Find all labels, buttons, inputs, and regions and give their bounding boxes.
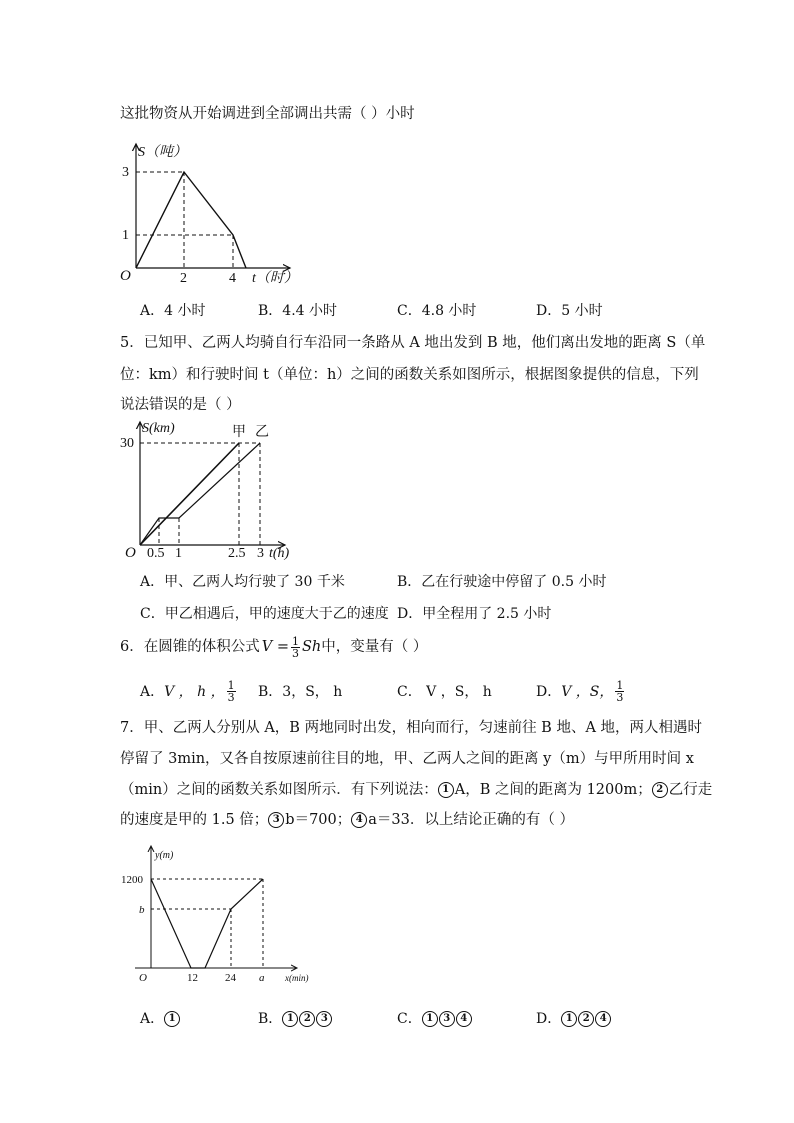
- q4-xlabel: t（时）: [252, 271, 298, 286]
- q6-formula-right: Sh: [301, 639, 322, 655]
- q7-line4: [120, 810, 574, 830]
- q7-xtick-24: 24: [225, 972, 236, 984]
- q7-line3-a: （min）之间的函数关系如图所示．有下列说法：: [120, 782, 438, 798]
- q4-xtick-2: 2: [180, 271, 187, 286]
- q7-option-a-label: A．: [140, 1011, 165, 1027]
- q5-xlabel: t(h): [269, 546, 290, 561]
- q5-line2: 位：km）和行驶时间 t（单位：h）之间的函数关系如图所示，根据图象提供的信息，下列: [120, 367, 699, 383]
- q4-option-a[interactable]: A．4 小时: [140, 303, 206, 319]
- q6-formula-den: 3: [291, 646, 299, 660]
- q7-option-c-c4: 4: [456, 1011, 472, 1027]
- q5-xtick-25: 2.5: [228, 546, 246, 561]
- q5-xtick-3: 3: [257, 546, 264, 561]
- q7-ytick-1200: 1200: [121, 874, 143, 886]
- q5-graph: [115, 418, 300, 564]
- q4-option-d[interactable]: D．5 小时: [536, 303, 603, 319]
- q4-xtick-4: 4: [229, 271, 236, 286]
- q6-option-a-label: A．: [140, 684, 165, 700]
- q6-option-d-fraction: [615, 680, 624, 703]
- q7-line4-a: 的速度是甲的 1.5 倍；: [120, 812, 269, 828]
- q4-ytick-3: 3: [122, 165, 129, 180]
- q7-circle-3: 3: [268, 812, 284, 828]
- q5-line1: 5．已知甲、乙两人均骑自行车沿同一条路从 A 地出发到 B 地，他们离出发地的距离 S（单: [120, 335, 706, 351]
- q7-option-c-label: C．: [397, 1011, 422, 1027]
- q7-line4-b: b＝700；: [285, 812, 352, 828]
- q6-formula-fraction: [291, 636, 300, 659]
- q5-label-yi: 乙: [255, 425, 269, 440]
- q6-option-a-text: V ， h ，: [164, 684, 225, 700]
- q5-xtick-05: 0.5: [147, 546, 165, 561]
- q7-option-b-label: B．: [258, 1011, 283, 1027]
- q6-option-d-num: 1: [616, 678, 624, 692]
- q7-option-d-label: D．: [536, 1011, 562, 1027]
- q6-option-c[interactable]: C． V ，S， h: [397, 684, 492, 700]
- q5-ylabel: S(km): [142, 421, 175, 436]
- q7-option-b[interactable]: [258, 1008, 333, 1028]
- q6-option-d[interactable]: [536, 674, 626, 708]
- q7-line3-c: 乙行走: [668, 782, 713, 798]
- q7-option-c-c1: 1: [422, 1011, 438, 1027]
- q6-formula-num: 1: [291, 634, 299, 648]
- q7-line3: [120, 780, 712, 800]
- q7-line4-c: a＝33．以上结论正确的有（ ）: [368, 812, 574, 828]
- q7-curve: [151, 879, 263, 968]
- q7-circle-4: 4: [351, 812, 367, 828]
- q7-option-d-c4: 4: [595, 1011, 611, 1027]
- q6-option-a-num: 1: [227, 678, 235, 692]
- q6-suffix: 中，变量有（ ）: [321, 639, 428, 655]
- q6-option-a[interactable]: [140, 674, 238, 708]
- q4-option-c[interactable]: C．4.8 小时: [397, 303, 477, 319]
- q6-option-a-fraction: [227, 680, 236, 703]
- q6-option-d-text: V ，S，: [561, 684, 614, 700]
- q5-line3: 说法错误的是（ ）: [120, 397, 241, 413]
- q4-curve: [136, 172, 246, 268]
- q6-option-d-den: 3: [616, 690, 624, 704]
- q7-option-d-c1: 1: [561, 1011, 577, 1027]
- q7-origin: O: [139, 972, 147, 984]
- q5-label-jia: 甲: [232, 425, 246, 440]
- q7-xtick-a: a: [259, 972, 265, 984]
- q4-graph: [110, 138, 310, 286]
- q7-option-a-c1: 1: [164, 1011, 180, 1027]
- q6-prefix: 6．在圆锥的体积公式: [120, 639, 260, 655]
- q7-line3-b: A，B 之间的距离为 1200m；: [454, 782, 652, 798]
- q7-line1: 7．甲、乙两人分别从 A，B 两地同时出发，相向而行，匀速前往 B 地、A 地，两人相遇时: [120, 720, 703, 736]
- q6-stem: [120, 630, 427, 664]
- q7-xtick-12: 12: [187, 972, 198, 984]
- q7-line2: 停留了 3min，又各自按原速前往目的地，甲、乙两人之间的距离 y（m）与甲所用时间 x: [120, 751, 694, 767]
- q5-option-d[interactable]: D．甲全程用了 2.5 小时: [397, 606, 552, 622]
- q7-option-b-c1: 1: [282, 1011, 298, 1027]
- q5-xtick-1: 1: [175, 546, 182, 561]
- q7-ytick-b: b: [139, 904, 145, 916]
- q4-option-b[interactable]: B．4.4 小时: [258, 303, 338, 319]
- q7-option-d-c2: 2: [578, 1011, 594, 1027]
- q4-stem: 这批物资从开始调进到全部调出共需（ ）小时: [120, 106, 415, 122]
- q4-ytick-1: 1: [122, 228, 129, 243]
- q6-option-d-label: D．: [536, 684, 562, 700]
- q7-option-b-c3: 3: [316, 1011, 332, 1027]
- q7-option-a[interactable]: [140, 1008, 181, 1028]
- q7-option-d[interactable]: [536, 1008, 612, 1028]
- q5-line-jia: [140, 443, 239, 545]
- q7-ylabel: y(m): [155, 850, 174, 861]
- q6-option-b[interactable]: B．3，S， h: [258, 684, 343, 700]
- q4-origin: O: [120, 268, 131, 284]
- q6-option-a-den: 3: [227, 690, 235, 704]
- q7-option-b-c2: 2: [299, 1011, 315, 1027]
- q5-option-c[interactable]: C．甲乙相遇后，甲的速度大于乙的速度: [140, 606, 389, 622]
- q7-xlabel: x(min): [285, 973, 309, 983]
- q5-option-b[interactable]: B．乙在行驶途中停留了 0.5 小时: [397, 574, 607, 590]
- q7-option-c-c3: 3: [439, 1011, 455, 1027]
- q7-circle-1: 1: [438, 782, 454, 798]
- q7-circle-2: 2: [652, 782, 668, 798]
- q7-graph: [115, 843, 325, 988]
- q5-option-a[interactable]: A．甲、乙两人均行驶了 30 千米: [140, 574, 345, 590]
- q4-ylabel: S（吨）: [138, 145, 187, 160]
- q5-ytick-30: 30: [120, 436, 134, 451]
- q7-option-c[interactable]: [397, 1008, 473, 1028]
- q6-formula-left: V =: [261, 639, 289, 655]
- q5-line-yi: [140, 443, 260, 545]
- q5-origin: O: [125, 545, 136, 561]
